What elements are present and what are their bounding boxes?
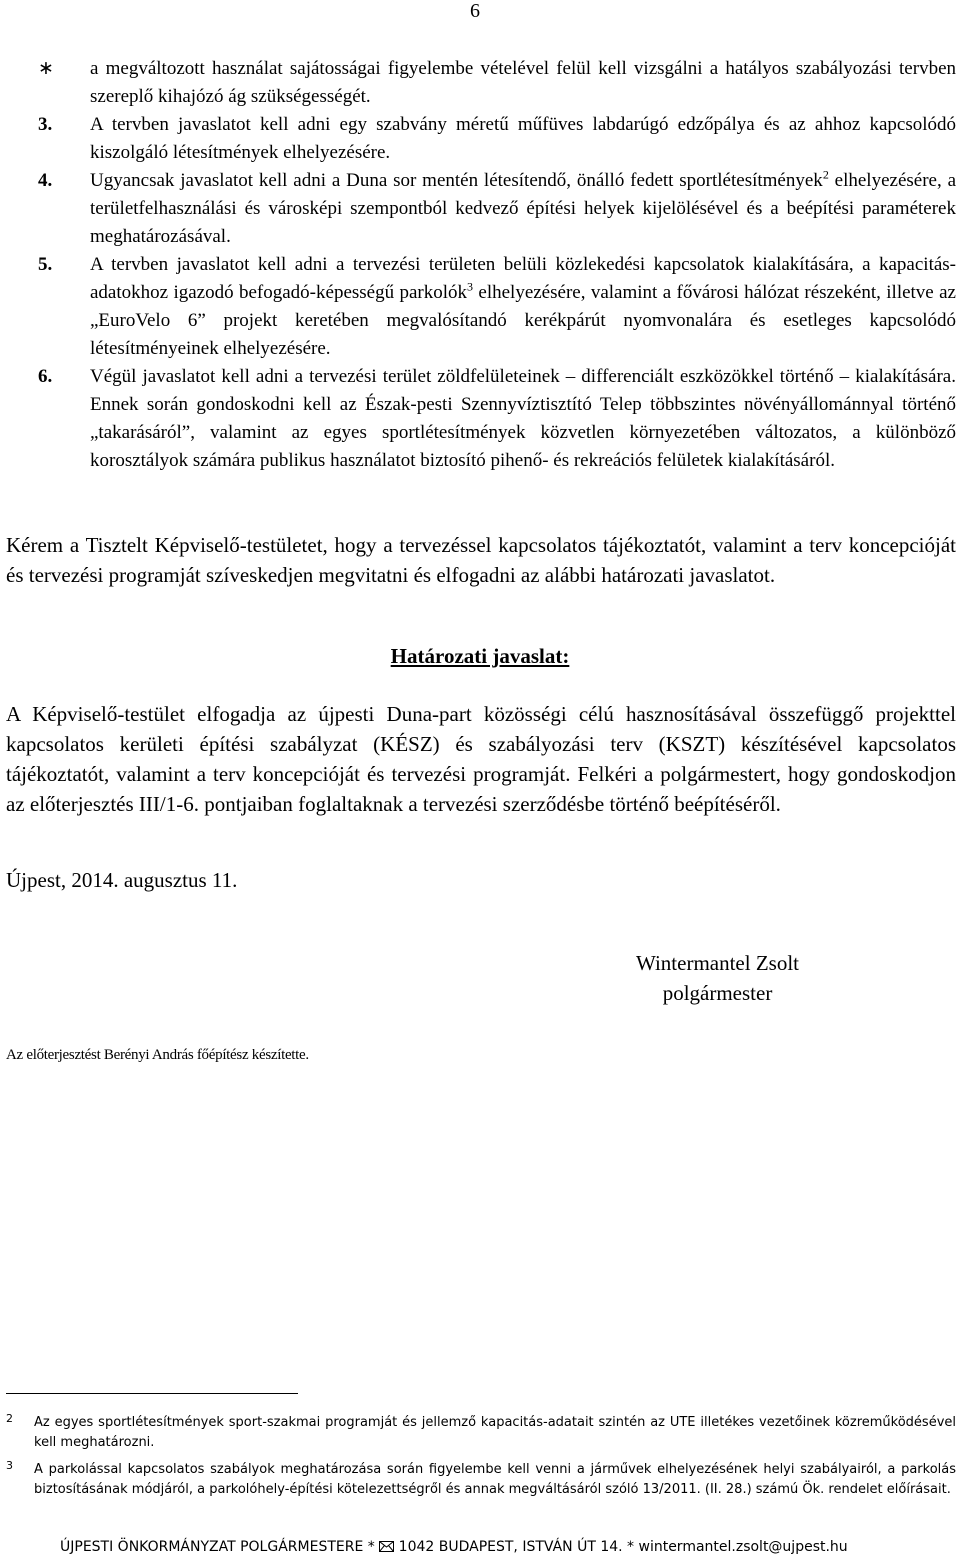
footnote-text: A parkolással kapcsolatos szabályok meghatározása során figyelembe kell venni a járművek elhelyezésének helyi szabályairól, a parkolás biztosításának módjáról, a parkolóhely-építési kötelezettségről és annak megváltásáról szóló 13/2011. (II. 28.) számú Ök. rendelet előírásait. xyxy=(34,1462,956,1497)
resolution-paragraph: A Képviselő-testület elfogadja az újpesti Duna-part közösségi célú hasznosításával összefüggő projekttel kapcsolatos kerületi építési szabályzat (KÉSZ) és szabályozási terv (KSZT) készítésével kapcsolatos tájékoztatót, valamint a terv koncepcióját és tervezési programját. Felkéri a polgármestert, hogy gondoskodjon az előterjesztés III/1-6. pontjaiban foglaltaknak a tervezési szerződésbe történő beépítéséről. xyxy=(6,702,956,816)
footer-address: 1042 BUDAPEST, ISTVÁN ÚT 14. * wintermantel.zsolt@ujpest.hu xyxy=(398,1539,848,1555)
footnote-number: 2 xyxy=(6,1412,13,1425)
list-marker: 3. xyxy=(38,114,53,135)
list-item-text: a megváltozott használat sajátosságai figyelembe vételével felül kell vizsgálni a hatályos szabályozási tervben szereplő kihajózó ág szükségességét. xyxy=(90,58,956,107)
list-item xyxy=(38,55,956,111)
footnote-text: Az egyes sportlétesítmények sport-szakmai programját és jellemző kapacitás-adatait szintén az UTE illetékes vezetőinek közreműködésével kell meghatározni. xyxy=(34,1415,956,1450)
list-marker: 6. xyxy=(38,366,53,387)
footnote xyxy=(6,1413,956,1453)
list-item-text: A tervben javaslatot kell adni a tervezési területen belüli közlekedési kapcsolatok kialakítására, a kapacitás-adatokhoz igazodó befogadó-képességű parkolók$^3$ elhelyezésére, valamint a fővárosi hálózat részeként, illetve az „EuroVelo 6” projekt keretében megvalósítandó kerékpárút nyomvonalára és esetleges kapcsolódó létesítményeinek elhelyezésére. xyxy=(90,254,956,359)
list-item xyxy=(38,363,956,475)
footnote xyxy=(6,1460,956,1500)
list-marker: ∗ xyxy=(38,58,54,79)
list-item xyxy=(38,167,956,251)
signatory-name: Wintermantel Zsolt xyxy=(635,951,800,975)
signatory-title: polgármester xyxy=(662,981,773,1005)
footnote-ref: 2 xyxy=(822,167,829,182)
envelope-icon xyxy=(379,1541,394,1552)
list-item-text: Végül javaslatot kell adni a tervezési terület zöldfelületeinek – differenciált eszközökkel történő – kialakítására. Ennek során gondoskodni kell az Észak-pesti Szennyvíztisztító Telep többszintes növényállománnyal történő „takarásáról”, valamint az egyes sportlétesítmények közvetlen környezetében változatos, a különböző korosztályok számára publikus használatot biztosító pihenő- és rekreációs felületek kialakításáról. xyxy=(90,366,956,471)
list-item-text: A tervben javaslatot kell adni egy szabvány méretű műfüves labdarúgó edzőpálya és az ahhoz kapcsolódó kiszolgáló létesítmények elhelyezésére. xyxy=(90,114,956,163)
list-item xyxy=(38,251,956,363)
page-footer xyxy=(60,1539,848,1555)
prepared-by: Az előterjesztést Berényi András főépítész készítette. xyxy=(6,1047,309,1063)
resolution-heading: Határozati javaslat: xyxy=(390,644,570,668)
page-number: 6 xyxy=(470,0,480,22)
list-marker: 4. xyxy=(38,170,53,191)
footnote-divider xyxy=(6,1393,298,1394)
request-paragraph: Kérem a Tisztelt Képviselő-testületet, hogy a tervezéssel kapcsolatos tájékoztatót, valamint a terv koncepcióját és tervezési programját szíveskedjen megvitatni és elfogadni az alábbi határozati javaslatot. xyxy=(6,533,956,587)
footnote-ref: 3 xyxy=(467,279,474,294)
footnote-number: 3 xyxy=(6,1459,13,1472)
list-item xyxy=(38,111,956,167)
list-marker: 5. xyxy=(38,254,53,275)
list-item-text: Ugyancsak javaslatot kell adni a Duna sor mentén létesítendő, önálló fedett sportlétesítmények$^2$ elhelyezésére, a területfelhasználási és városképi szempontból kedvező építési helyek kijelölésével és a beépítési paraméterek meghatározásával. xyxy=(90,167,957,247)
date-line: Újpest, 2014. augusztus 11. xyxy=(6,868,238,892)
footer-org: ÚJPESTI ÖNKORMÁNYZAT POLGÁRMESTERE * xyxy=(60,1539,375,1555)
